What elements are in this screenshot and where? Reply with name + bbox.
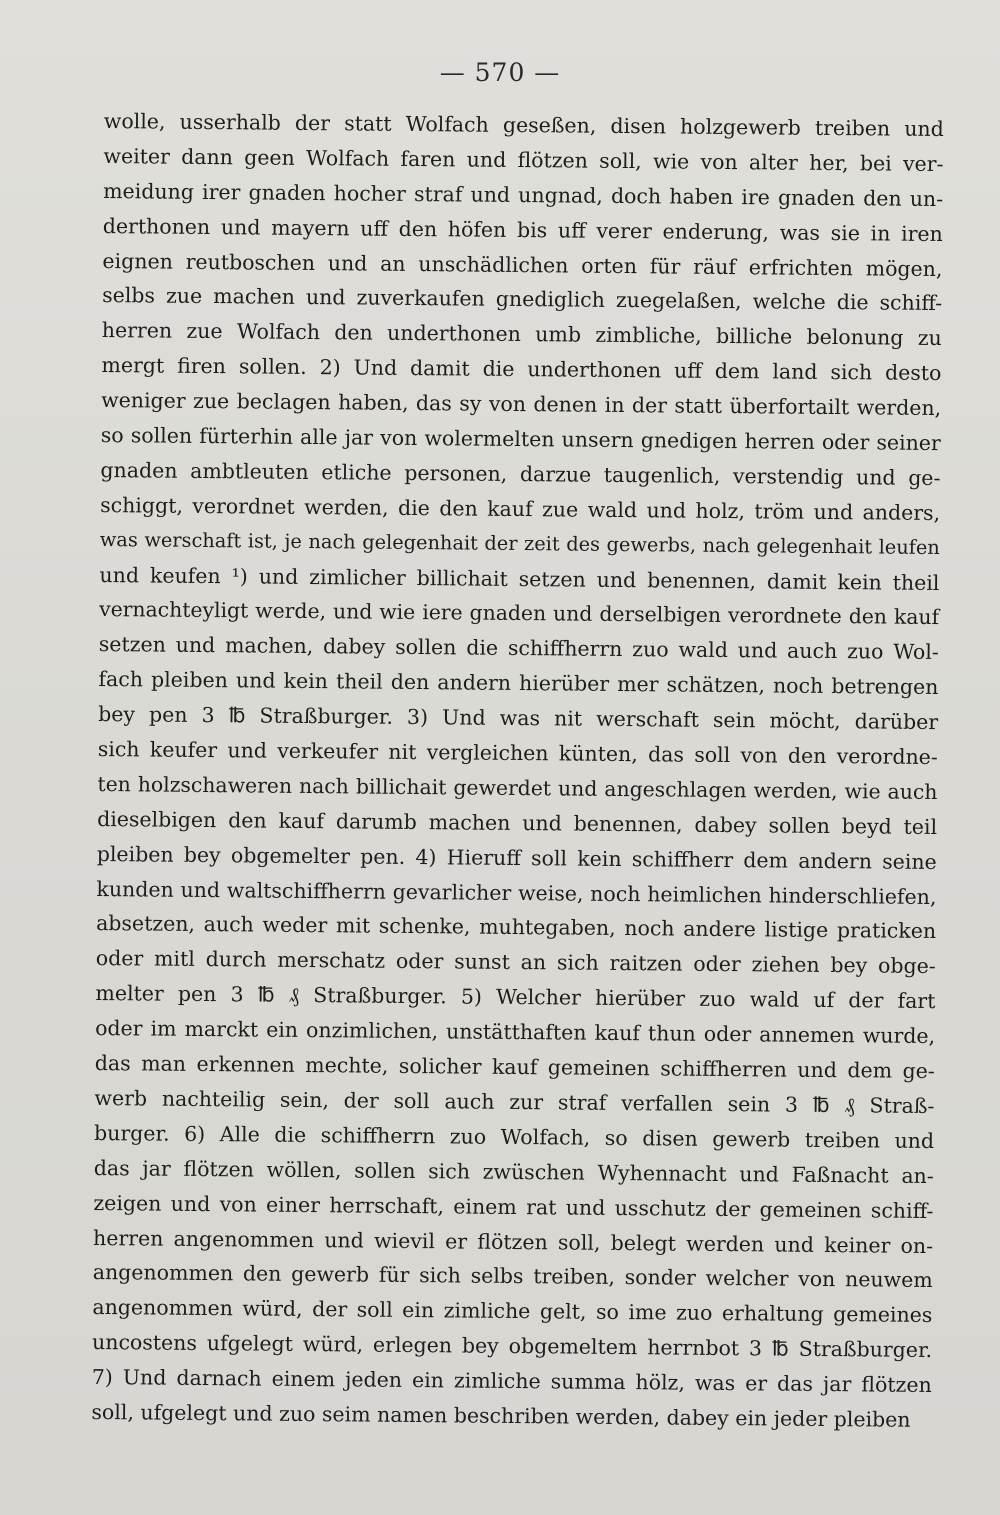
text-line: fach pleiben und kein theil den andern hierüber mer schätzen, noch betrengen — [98, 667, 939, 700]
text-line: absetzen, auch weder mit schenke, muhtegaben, noch andere listige praticken — [96, 911, 937, 944]
page-number: — 570 — — [439, 58, 561, 87]
body-text — [91, 104, 944, 1438]
text-line: werb nachteilig sein, der soll auch zur straf verfallen sein 3 ℔ ₰ Straß- — [94, 1085, 935, 1118]
text-line: und keufen ¹) und zimlicher billichait setzen und benennen, damit kein theil — [99, 562, 940, 595]
text-line: dieselbigen den kauf darumb machen und benennen, dabey sollen beyd teil — [97, 806, 938, 839]
text-line: das man erkennen mechte, solicher kauf gemeinen schiffherren und dem ge- — [94, 1051, 935, 1084]
text-line: 7) Und darnach einem jeden ein zimliche summa hölz, was er das jar flötzen — [91, 1365, 932, 1398]
text-line: selbs zue machen und zuverkaufen gnediglich zuegelaßen, welche die schiff- — [102, 283, 943, 316]
text-line: das jar flötzen wöllen, sollen sich zwüschen Wyhennacht und Faßnacht an- — [93, 1155, 934, 1188]
text-line: soll, ufgelegt und zuo seim namen beschriben werden, dabey ein jeder pleiben — [91, 1399, 911, 1432]
text-line: uncostens ufgelegt würd, erlegen bey obgemeltem herrnbot 3 ℔ Straßburger. — [91, 1330, 933, 1363]
text-line: mergt firen sollen. 2) Und damit die underthonen uff dem land sich desto — [101, 353, 942, 386]
text-line: vernachteyligt werde, und wie iere gnaden und derselbigen verordnete den kauf — [99, 597, 940, 630]
text-line: ten holzschaweren nach billichait gewerdet und angeschlagen werden, wie auch — [97, 771, 938, 804]
text-line: sich keufer und verkeufer nit vergleichen künten, das soll von den verordne- — [97, 737, 938, 770]
text-line: herren angenommen und wievil er flötzen soll, belegt werden und keiner on- — [93, 1225, 934, 1258]
text-line: kunden und waltschiffherrn gevarlicher weise, noch heimlichen hinderschliefen, — [96, 876, 937, 909]
text-line: gnaden ambtleuten etliche personen, darzue taugenlich, verstendig und ge- — [100, 457, 941, 490]
text-line: weiter dann geen Wolfach faren und flötzen soll, wie von alter her, bei ver- — [103, 143, 944, 176]
text-line: meidung irer gnaden hocher straf und ungnad, doch haben ire gnaden den un- — [103, 178, 944, 211]
text-line: zeigen und von einer herrschaft, einem rat und usschutz der gemeinen schiff- — [93, 1190, 934, 1223]
text-line: setzen und machen, dabey sollen die schiffherrn zuo wald und auch zuo Wol- — [98, 632, 939, 665]
text-line: was werschaft ist, je nach gelegenhait der zeit des gewerbs, nach gelegenhait leufen — [99, 527, 940, 559]
text-line: pleiben bey obgemelter pen. 4) Hieruff soll kein schiffherr dem andern seine — [96, 841, 937, 874]
text-line: angenommen würd, der soll ein zimliche gelt, so ime zuo erhaltung gemeines — [92, 1295, 933, 1328]
text-line: bey pen 3 ℔ Straßburger. 3) Und was nit werschaft sein möcht, darüber — [98, 702, 939, 735]
text-line: so sollen fürterhin alle jar von wolermelten unsern gnedigen herren oder seiner — [100, 423, 941, 456]
text-line: wolle, usserhalb der statt Wolfach geseßen, disen holzgewerb treiben und — [103, 108, 944, 142]
text-line: oder mitl durch merschatz oder sunst an sich raitzen oder ziehen bey obge- — [95, 946, 936, 979]
text-line: derthonen und mayern uff den höfen bis uff verer enderung, was sie in iren — [102, 213, 943, 246]
text-line: schiggt, verordnet werden, die den kauf zue wald und holz, tröm und anders, — [100, 492, 941, 525]
text-line: weniger zue beclagen haben, das sy von denen in der statt überfortailt werden, — [101, 388, 942, 421]
text-line: angenommen den gewerb für sich selbs treiben, sonder welcher von neuwem — [92, 1260, 933, 1293]
text-line: burger. 6) Alle die schiffherrn zuo Wolfach, so disen gewerb treiben und — [94, 1120, 935, 1153]
text-line: oder im marckt ein onzimlichen, unstätthaften kauf thun oder annemen wurde, — [95, 1016, 936, 1049]
text-line: herren zue Wolfach den underthonen umb zimbliche, billiche belonung zu — [101, 318, 942, 351]
text-line: melter pen 3 ℔ ₰ Straßburger. 5) Welcher hierüber zuo wald uf der fart — [95, 981, 936, 1014]
text-line: eignen reutboschen und an unschädlichen orten für räuf erfrichten mögen, — [102, 248, 943, 281]
